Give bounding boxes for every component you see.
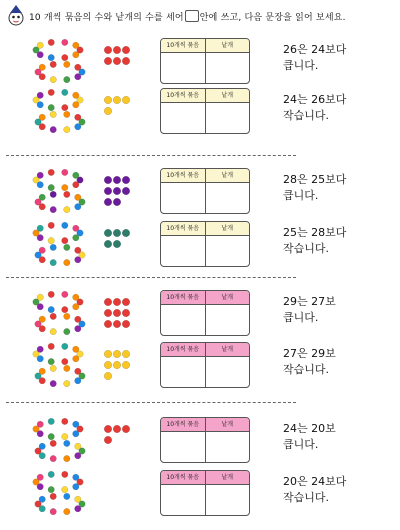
unit-answer-cell[interactable] — [206, 305, 250, 336]
bead — [64, 455, 70, 461]
bead — [73, 484, 79, 490]
bead — [104, 176, 112, 184]
bead — [113, 96, 121, 104]
bead — [73, 421, 79, 427]
bead — [104, 436, 112, 444]
bead — [48, 222, 54, 228]
bead — [48, 486, 54, 492]
answer-table — [160, 38, 250, 84]
bead — [50, 111, 56, 117]
mascot-icon — [4, 4, 28, 26]
bead — [39, 368, 45, 374]
bead — [122, 320, 130, 328]
bead — [64, 313, 70, 319]
sentence-line-1: 27은 29보 — [283, 347, 336, 360]
answer-table-header — [161, 39, 249, 53]
bead — [75, 114, 81, 120]
answer-table — [160, 168, 250, 214]
bead — [73, 92, 79, 98]
unit-answer-cell[interactable] — [206, 183, 250, 214]
bead — [48, 306, 54, 312]
bead — [75, 378, 81, 384]
bead — [64, 61, 70, 67]
bead-picture — [30, 38, 140, 88]
bead — [73, 431, 79, 437]
bead — [64, 206, 70, 212]
unit-column-header: 낱개 — [221, 92, 234, 99]
comparison-sentence — [283, 294, 336, 326]
unit-column-header: 낱개 — [221, 346, 234, 353]
bead — [62, 184, 68, 190]
bead — [39, 64, 45, 70]
bead — [104, 57, 112, 65]
bead — [73, 52, 79, 58]
bead — [39, 443, 45, 449]
bead-necklace-drawing — [30, 470, 140, 520]
exercise-row — [0, 290, 400, 340]
bead — [75, 204, 81, 210]
unit-answer-cell[interactable] — [206, 236, 250, 267]
bead — [73, 102, 79, 108]
bead — [75, 64, 81, 70]
bead — [64, 191, 70, 197]
bead — [48, 358, 54, 364]
bead — [62, 169, 68, 175]
exercise-row — [0, 38, 400, 88]
bead-necklace-drawing — [30, 221, 140, 271]
answer-table-header — [161, 418, 249, 432]
bead — [48, 433, 54, 439]
bead — [113, 229, 121, 237]
unit-answer-cell[interactable] — [206, 432, 250, 463]
bead — [122, 187, 130, 195]
bead — [50, 508, 56, 514]
bead — [73, 304, 79, 310]
bead — [64, 380, 70, 386]
bead — [62, 222, 68, 228]
bead — [104, 350, 112, 358]
answer-table — [160, 88, 250, 134]
bead — [48, 237, 54, 243]
section-divider — [6, 277, 296, 278]
bead — [75, 124, 81, 130]
bead — [50, 259, 56, 265]
sentence-line-1: 24는 20보 — [283, 422, 336, 435]
bead — [75, 368, 81, 374]
bead — [50, 206, 56, 212]
bundle-answer-cell[interactable] — [161, 236, 206, 267]
bead-picture — [30, 168, 140, 218]
bead — [113, 240, 121, 248]
bead — [37, 346, 43, 352]
bead — [113, 176, 121, 184]
bead — [62, 306, 68, 312]
bead — [48, 89, 54, 95]
bead — [122, 309, 130, 317]
answer-table — [160, 342, 250, 388]
exercise-row — [0, 168, 400, 218]
bead — [50, 380, 56, 386]
bead — [104, 372, 112, 380]
bead-picture — [30, 290, 140, 340]
unit-column-header: 낱개 — [221, 294, 234, 301]
bead — [64, 76, 70, 82]
bead-necklace-drawing — [30, 88, 140, 138]
bead — [64, 365, 70, 371]
sentence-line-2: 큽니다. — [283, 311, 319, 324]
unit-column-header: 낱개 — [221, 225, 234, 232]
instruction-text-part2: 안에 쓰고, 다음 문장을 읽어 보세요. — [199, 13, 346, 23]
unit-column-header: 낱개 — [221, 421, 234, 428]
bundle-column-header: 10개씩 묶음 — [161, 39, 206, 52]
comparison-sentence — [283, 346, 336, 378]
bead — [122, 229, 130, 237]
bead — [37, 42, 43, 48]
bundle-answer-cell[interactable] — [161, 357, 206, 388]
comparison-sentence — [283, 421, 336, 453]
bead — [50, 313, 56, 319]
bead — [75, 194, 81, 200]
unit-column-header: 낱개 — [221, 474, 234, 481]
bead — [62, 433, 68, 439]
bead — [50, 365, 56, 371]
bead-picture — [30, 470, 140, 520]
bead — [104, 198, 112, 206]
unit-answer-cell[interactable] — [206, 485, 250, 516]
bead — [113, 57, 121, 65]
exercise-row — [0, 342, 400, 392]
comparison-sentence — [283, 225, 346, 257]
bead-picture — [30, 221, 140, 271]
bead — [73, 294, 79, 300]
bead — [37, 294, 43, 300]
answer-table-header — [161, 291, 249, 305]
bead — [113, 361, 121, 369]
bundle-answer-cell[interactable] — [161, 183, 206, 214]
bead — [62, 39, 68, 45]
bead — [104, 240, 112, 248]
bead — [64, 440, 70, 446]
answer-table-header — [161, 471, 249, 485]
instruction-text — [29, 10, 346, 23]
bead — [50, 244, 56, 250]
bead — [104, 425, 112, 433]
bead — [50, 455, 56, 461]
bead — [75, 326, 81, 332]
bead-picture — [30, 342, 140, 392]
bead — [48, 418, 54, 424]
unit-answer-cell[interactable] — [206, 103, 250, 134]
bead — [64, 111, 70, 117]
bead — [104, 298, 112, 306]
bead — [48, 39, 54, 45]
bundle-column-header: 10개씩 묶음 — [161, 169, 206, 182]
bead — [39, 316, 45, 322]
bead — [62, 486, 68, 492]
bead-necklace-drawing — [30, 342, 140, 392]
exercise-row — [0, 88, 400, 138]
bead-picture — [30, 88, 140, 138]
sentence-line-2: 큽니다. — [283, 438, 319, 451]
bead — [75, 506, 81, 512]
comparison-sentence — [283, 474, 346, 506]
bead — [113, 425, 121, 433]
bead — [104, 309, 112, 317]
unit-answer-cell[interactable] — [206, 53, 250, 84]
bead — [122, 46, 130, 54]
bundle-column-header: 10개씩 묶음 — [161, 343, 206, 356]
bead — [62, 237, 68, 243]
unit-column-header: 낱개 — [221, 172, 234, 179]
bundle-column-header: 10개씩 묶음 — [161, 89, 206, 102]
unit-answer-cell[interactable] — [206, 357, 250, 388]
bead — [113, 46, 121, 54]
sentence-line-1: 20은 24보다 — [283, 475, 347, 488]
bead — [48, 291, 54, 297]
bead — [62, 89, 68, 95]
comparison-sentence — [283, 92, 346, 124]
bead — [75, 74, 81, 80]
bead-necklace-drawing — [30, 168, 140, 218]
bead — [39, 114, 45, 120]
exercise-row — [0, 470, 400, 520]
bead — [37, 421, 43, 427]
bead — [62, 54, 68, 60]
bead — [39, 496, 45, 502]
bead — [50, 126, 56, 132]
bundle-answer-cell[interactable] — [161, 485, 206, 516]
sentence-line-2: 큽니다. — [283, 189, 319, 202]
bead — [39, 247, 45, 253]
bead — [104, 361, 112, 369]
bead — [73, 225, 79, 231]
bead — [75, 496, 81, 502]
sentence-line-1: 29는 27보 — [283, 295, 336, 308]
sentence-line-2: 작습니다. — [283, 363, 330, 376]
answer-table — [160, 470, 250, 516]
bead — [48, 54, 54, 60]
answer-table-header — [161, 343, 249, 357]
bead — [122, 176, 130, 184]
bead — [75, 257, 81, 263]
sentence-line-1: 26은 24보다 — [283, 43, 347, 56]
bead — [62, 104, 68, 110]
bead — [122, 96, 130, 104]
answer-table — [160, 417, 250, 463]
sentence-line-1: 24는 26보다 — [283, 93, 347, 106]
bundle-column-header: 10개씩 묶음 — [161, 222, 206, 235]
bead — [50, 440, 56, 446]
sentence-line-2: 큽니다. — [283, 59, 319, 72]
answer-table — [160, 290, 250, 336]
bead — [64, 126, 70, 132]
bead — [113, 298, 121, 306]
section-divider — [6, 402, 296, 403]
bead — [37, 474, 43, 480]
bundle-answer-cell[interactable] — [161, 305, 206, 336]
bead — [104, 46, 112, 54]
bead — [62, 343, 68, 349]
bead — [37, 172, 43, 178]
bead — [104, 107, 112, 115]
sentence-line-2: 작습니다. — [283, 109, 330, 122]
bead — [113, 320, 121, 328]
bead — [50, 191, 56, 197]
answer-box-icon — [185, 10, 199, 22]
section-divider — [6, 155, 296, 156]
bead — [113, 187, 121, 195]
bead — [48, 343, 54, 349]
bead — [62, 358, 68, 364]
bead — [64, 328, 70, 334]
bead — [64, 244, 70, 250]
bead — [104, 320, 112, 328]
answer-table-header — [161, 169, 249, 183]
bead — [73, 356, 79, 362]
bead — [104, 187, 112, 195]
exercise-row — [0, 417, 400, 467]
bead-necklace-drawing — [30, 38, 140, 88]
bead — [73, 235, 79, 241]
bead — [75, 316, 81, 322]
bead — [48, 104, 54, 110]
bundle-column-header: 10개씩 묶음 — [161, 471, 206, 484]
bead — [62, 418, 68, 424]
bead — [73, 42, 79, 48]
bundle-answer-cell[interactable] — [161, 103, 206, 134]
bead — [73, 172, 79, 178]
unit-column-header: 낱개 — [221, 42, 234, 49]
bead — [64, 493, 70, 499]
bead — [122, 350, 130, 358]
bead — [48, 184, 54, 190]
bead — [122, 425, 130, 433]
bead — [113, 350, 121, 358]
bead — [50, 61, 56, 67]
bead — [50, 493, 56, 499]
bead — [73, 182, 79, 188]
bead — [122, 298, 130, 306]
sentence-line-1: 28은 25보다 — [283, 173, 347, 186]
bundle-answer-cell[interactable] — [161, 53, 206, 84]
bead — [39, 194, 45, 200]
bead — [73, 346, 79, 352]
bundle-column-header: 10개씩 묶음 — [161, 291, 206, 304]
bead — [104, 96, 112, 104]
bundle-answer-cell[interactable] — [161, 432, 206, 463]
bead — [75, 443, 81, 449]
bead — [37, 225, 43, 231]
exercise-row — [0, 221, 400, 271]
sentence-line-2: 작습니다. — [283, 491, 330, 504]
bead — [50, 328, 56, 334]
bead — [104, 229, 112, 237]
answer-table-header — [161, 89, 249, 103]
bead — [62, 291, 68, 297]
bead — [64, 508, 70, 514]
bead — [75, 453, 81, 459]
bead — [50, 76, 56, 82]
bead-picture — [30, 417, 140, 467]
bead — [48, 471, 54, 477]
answer-table-header — [161, 222, 249, 236]
answer-table — [160, 221, 250, 267]
bead — [37, 92, 43, 98]
bead — [113, 198, 121, 206]
bead — [62, 471, 68, 477]
bead-necklace-drawing — [30, 417, 140, 467]
comparison-sentence — [283, 172, 346, 204]
bead-necklace-drawing — [30, 290, 140, 340]
bead — [73, 474, 79, 480]
bead — [75, 247, 81, 253]
bead — [122, 57, 130, 65]
bead — [48, 169, 54, 175]
bead — [113, 309, 121, 317]
bead — [64, 259, 70, 265]
sentence-line-2: 작습니다. — [283, 242, 330, 255]
instruction-bar — [0, 4, 400, 26]
instruction-text-part1: 10 개씩 묶음의 수와 낱개의 수를 세어 — [29, 13, 184, 23]
bead — [122, 361, 130, 369]
bundle-column-header: 10개씩 묶음 — [161, 418, 206, 431]
comparison-sentence — [283, 42, 346, 74]
sentence-line-1: 25는 28보다 — [283, 226, 347, 239]
